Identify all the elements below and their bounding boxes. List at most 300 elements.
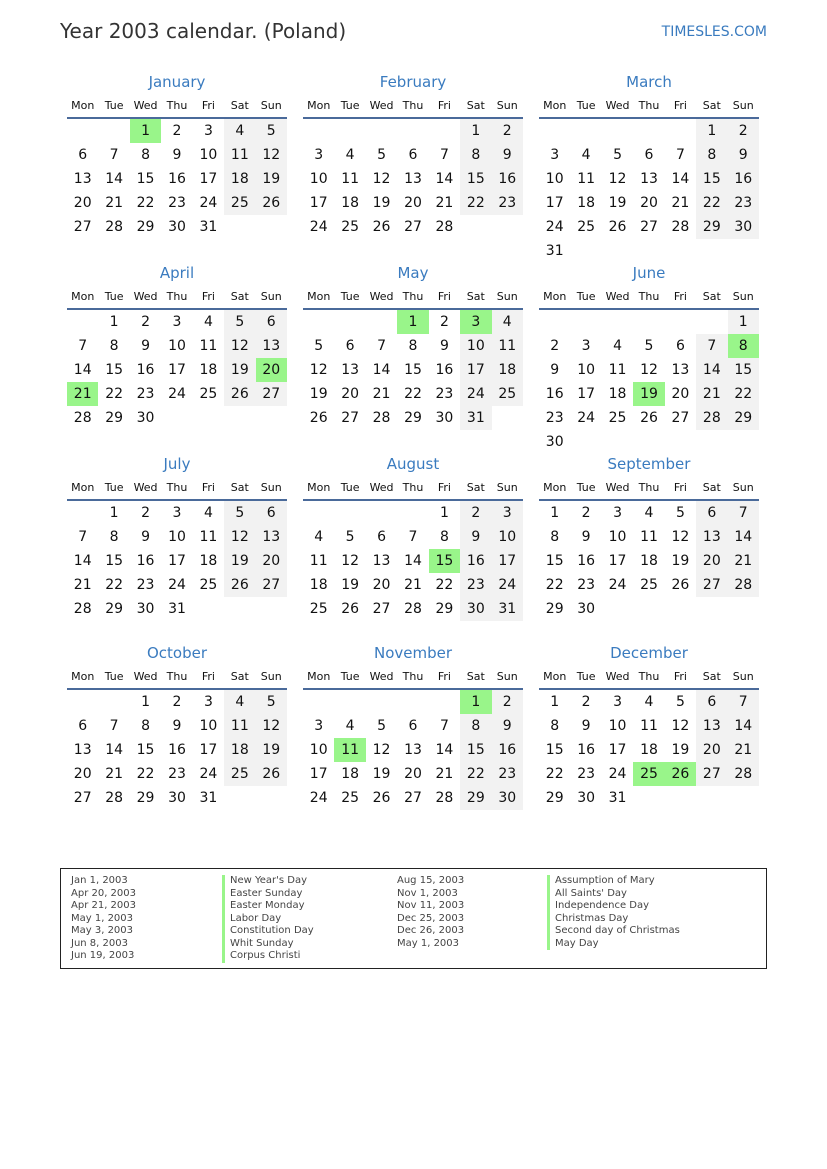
day-cell[interactable]: 11 [199, 338, 218, 354]
day-cell[interactable]: 31 [199, 790, 218, 806]
day-cell[interactable]: 27 [341, 410, 360, 426]
day-cell[interactable]: 15 [728, 358, 759, 382]
day-cell[interactable]: 18 [640, 553, 658, 569]
day-cell[interactable]: 9 [172, 718, 182, 734]
day-cell[interactable]: 1 [141, 694, 151, 710]
day-cell[interactable]: 27 [73, 219, 92, 235]
day-cell[interactable]: 24 [168, 577, 186, 593]
day-cell[interactable]: 21 [728, 549, 759, 573]
day-cell[interactable]: 13 [696, 525, 727, 549]
day-cell[interactable]: 21 [73, 577, 92, 593]
day-cell[interactable]: 29 [728, 406, 759, 430]
day-cell[interactable]: 24 [608, 766, 627, 782]
day-cell[interactable]: 10 [309, 171, 328, 187]
day-cell[interactable]: 18 [224, 167, 255, 191]
day-cell[interactable]: 19 [372, 195, 391, 211]
day-cell[interactable]: 5 [675, 694, 685, 710]
day-cell[interactable]: 21 [372, 386, 391, 402]
day-cell[interactable]: 7 [728, 690, 759, 714]
day-cell[interactable]: 12 [671, 529, 690, 545]
day-cell[interactable]: 28 [73, 601, 92, 617]
day-cell[interactable]: 19 [224, 549, 255, 573]
day-cell[interactable]: 26 [671, 577, 690, 593]
day-cell[interactable]: 17 [309, 195, 328, 211]
day-cell[interactable]: 16 [136, 362, 155, 378]
day-cell[interactable]: 4 [613, 338, 623, 354]
day-cell[interactable]: 17 [168, 553, 186, 569]
day-cell[interactable]: 8 [141, 147, 151, 163]
day-cell[interactable]: 22 [136, 766, 155, 782]
day-cell[interactable]: 16 [492, 167, 523, 191]
day-cell[interactable]: 9 [492, 143, 523, 167]
day-cell[interactable]: 11 [224, 143, 255, 167]
day-cell[interactable]: 15 [545, 553, 564, 569]
day-cell[interactable]: 17 [460, 358, 491, 382]
day-cell[interactable]: 24 [577, 410, 596, 426]
day-cell[interactable]: 17 [309, 766, 328, 782]
day-cell[interactable]: 16 [492, 738, 523, 762]
day-cell[interactable]: 20 [640, 195, 658, 211]
day-cell[interactable]: 9 [581, 529, 591, 545]
day-cell[interactable]: 22 [136, 195, 155, 211]
day-cell[interactable]: 2 [492, 119, 523, 143]
day-cell[interactable]: 3 [550, 147, 560, 163]
day-cell[interactable]: 27 [640, 219, 658, 235]
day-cell[interactable]: 11 [640, 718, 658, 734]
day-cell[interactable]: 1 [728, 310, 759, 334]
day-cell[interactable]: 25 [199, 386, 218, 402]
day-cell[interactable]: 28 [728, 573, 759, 597]
day-cell[interactable]: 22 [545, 766, 564, 782]
day-cell[interactable]: 30 [168, 790, 186, 806]
day-cell[interactable]: 6 [78, 147, 88, 163]
day-cell[interactable]: 4 [224, 119, 255, 143]
day-cell[interactable]: 8 [109, 338, 119, 354]
day-cell[interactable]: 6 [256, 501, 287, 525]
day-cell[interactable]: 29 [545, 601, 564, 617]
day-cell[interactable]: 12 [372, 171, 391, 187]
day-cell[interactable]: 9 [439, 338, 449, 354]
day-cell[interactable]: 28 [671, 219, 690, 235]
day-cell[interactable]: 6 [78, 718, 88, 734]
day-cell[interactable]: 5 [675, 505, 685, 521]
day-cell[interactable]: 16 [136, 553, 155, 569]
day-cell[interactable]: 22 [435, 577, 454, 593]
day-cell[interactable]: 4 [581, 147, 591, 163]
day-cell[interactable]: 7 [439, 147, 449, 163]
day-cell[interactable]: 18 [492, 358, 523, 382]
day-cell[interactable]: 9 [728, 143, 759, 167]
day-cell[interactable]: 24 [309, 790, 328, 806]
day-cell[interactable]: 23 [492, 762, 523, 786]
day-cell[interactable]: 5 [377, 718, 387, 734]
day-cell[interactable]: 8 [141, 718, 151, 734]
day-cell[interactable]: 30 [136, 601, 155, 617]
day-cell[interactable]: 19 [256, 167, 287, 191]
day-cell[interactable]: 14 [105, 171, 124, 187]
day-cell[interactable]: 14 [728, 714, 759, 738]
day-cell[interactable]: 3 [581, 338, 591, 354]
day-cell[interactable]: 23 [136, 386, 155, 402]
day-cell[interactable]: 23 [728, 191, 759, 215]
day-cell[interactable]: 2 [172, 123, 182, 139]
day-cell[interactable]: 28 [73, 410, 92, 426]
day-cell[interactable]: 18 [199, 362, 218, 378]
day-cell[interactable]: 17 [199, 171, 218, 187]
day-cell[interactable]: 6 [696, 501, 727, 525]
day-cell[interactable]: 23 [435, 386, 454, 402]
day-cell[interactable]: 3 [172, 505, 182, 521]
day-cell[interactable]: 24 [492, 573, 523, 597]
day-cell[interactable]: 27 [671, 410, 690, 426]
day-cell[interactable]: 26 [608, 219, 627, 235]
day-cell[interactable]: 2 [439, 314, 449, 330]
day-cell[interactable]: 31 [168, 601, 186, 617]
day-cell[interactable]: 6 [345, 338, 355, 354]
day-cell[interactable]: 30 [460, 597, 491, 621]
day-cell[interactable]: 17 [545, 195, 564, 211]
day-cell[interactable]: 29 [105, 601, 124, 617]
day-cell[interactable]: 3 [172, 314, 182, 330]
day-cell[interactable]: 1 [550, 505, 560, 521]
day-cell[interactable]: 15 [696, 167, 727, 191]
day-cell[interactable]: 17 [577, 386, 596, 402]
day-cell[interactable]: 21 [105, 766, 124, 782]
day-cell[interactable]: 23 [492, 191, 523, 215]
day-cell[interactable]: 20 [341, 386, 360, 402]
day-cell[interactable]: 31 [199, 219, 218, 235]
day-cell[interactable]: 9 [492, 714, 523, 738]
day-cell[interactable]: 8 [696, 143, 727, 167]
day-cell[interactable]: 1 [439, 505, 449, 521]
day-cell[interactable]: 4 [203, 505, 213, 521]
day-cell[interactable]: 15 [460, 738, 491, 762]
day-cell[interactable]: 5 [613, 147, 623, 163]
day-cell[interactable]: 28 [696, 406, 727, 430]
day-cell[interactable]: 28 [105, 790, 124, 806]
day-cell[interactable]: 24 [309, 219, 328, 235]
day-cell[interactable]: 3 [203, 123, 213, 139]
day-cell[interactable]: 25 [224, 191, 255, 215]
day-cell[interactable]: 26 [224, 382, 255, 406]
day-cell[interactable]: 14 [73, 553, 92, 569]
day-cell[interactable]: 22 [460, 191, 491, 215]
day-cell[interactable]: 12 [256, 714, 287, 738]
day-cell[interactable]: 4 [314, 529, 324, 545]
day-cell[interactable]: 11 [640, 529, 658, 545]
day-cell[interactable]: 2 [492, 690, 523, 714]
day-cell[interactable]: 24 [199, 195, 218, 211]
day-cell[interactable]: 18 [608, 386, 627, 402]
day-cell[interactable]: 22 [105, 577, 124, 593]
day-cell[interactable]: 29 [105, 410, 124, 426]
day-cell[interactable]: 3 [203, 694, 213, 710]
day-cell[interactable]: 26 [640, 410, 658, 426]
day-cell[interactable]: 11 [492, 334, 523, 358]
day-cell[interactable]: 1 [550, 694, 560, 710]
day-cell[interactable]: 16 [168, 171, 186, 187]
day-cell[interactable]: 16 [577, 742, 596, 758]
day-cell[interactable]: 3 [314, 147, 324, 163]
day-cell[interactable]: 20 [73, 195, 92, 211]
day-cell[interactable]: 8 [550, 718, 560, 734]
day-cell[interactable]: 5 [314, 338, 324, 354]
day-cell[interactable]: 7 [408, 529, 418, 545]
day-cell[interactable]: 2 [172, 694, 182, 710]
day-cell[interactable]: 11 [224, 714, 255, 738]
day-cell[interactable]: 30 [728, 215, 759, 239]
day-cell[interactable]: 12 [608, 171, 627, 187]
day-cell[interactable]: 23 [168, 195, 186, 211]
holiday-day-cell[interactable]: 1 [460, 690, 491, 714]
day-cell[interactable]: 25 [492, 382, 523, 406]
day-cell[interactable]: 29 [545, 790, 564, 806]
day-cell[interactable]: 12 [309, 362, 328, 378]
day-cell[interactable]: 29 [136, 219, 155, 235]
day-cell[interactable]: 17 [608, 553, 627, 569]
day-cell[interactable]: 11 [309, 553, 328, 569]
day-cell[interactable]: 7 [675, 147, 685, 163]
day-cell[interactable]: 4 [644, 694, 654, 710]
day-cell[interactable]: 30 [136, 410, 155, 426]
day-cell[interactable]: 27 [696, 762, 727, 786]
day-cell[interactable]: 16 [545, 386, 564, 402]
day-cell[interactable]: 21 [728, 738, 759, 762]
day-cell[interactable]: 16 [460, 549, 491, 573]
day-cell[interactable]: 7 [109, 147, 119, 163]
day-cell[interactable]: 24 [460, 382, 491, 406]
day-cell[interactable]: 14 [73, 362, 92, 378]
day-cell[interactable]: 13 [73, 742, 92, 758]
day-cell[interactable]: 10 [492, 525, 523, 549]
day-cell[interactable]: 19 [341, 577, 360, 593]
day-cell[interactable]: 18 [577, 195, 596, 211]
day-cell[interactable]: 3 [314, 718, 324, 734]
day-cell[interactable]: 2 [550, 338, 560, 354]
day-cell[interactable]: 12 [224, 525, 255, 549]
day-cell[interactable]: 14 [105, 742, 124, 758]
day-cell[interactable]: 7 [439, 718, 449, 734]
day-cell[interactable]: 17 [199, 742, 218, 758]
day-cell[interactable]: 18 [199, 553, 218, 569]
day-cell[interactable]: 23 [460, 573, 491, 597]
day-cell[interactable]: 26 [341, 601, 360, 617]
day-cell[interactable]: 28 [105, 219, 124, 235]
day-cell[interactable]: 8 [439, 529, 449, 545]
day-cell[interactable]: 13 [341, 362, 360, 378]
day-cell[interactable]: 15 [545, 742, 564, 758]
day-cell[interactable]: 27 [256, 382, 287, 406]
day-cell[interactable]: 20 [696, 549, 727, 573]
day-cell[interactable]: 9 [172, 147, 182, 163]
day-cell[interactable]: 27 [696, 573, 727, 597]
day-cell[interactable]: 18 [224, 738, 255, 762]
day-cell[interactable]: 12 [640, 362, 658, 378]
day-cell[interactable]: 4 [644, 505, 654, 521]
day-cell[interactable]: 26 [309, 410, 328, 426]
day-cell[interactable]: 2 [581, 505, 591, 521]
day-cell[interactable]: 2 [581, 694, 591, 710]
day-cell[interactable]: 6 [675, 338, 685, 354]
day-cell[interactable]: 10 [199, 147, 218, 163]
day-cell[interactable]: 24 [199, 766, 218, 782]
day-cell[interactable]: 13 [404, 171, 422, 187]
day-cell[interactable]: 5 [256, 119, 287, 143]
day-cell[interactable]: 10 [309, 742, 328, 758]
day-cell[interactable]: 25 [309, 601, 328, 617]
day-cell[interactable]: 26 [256, 762, 287, 786]
day-cell[interactable]: 14 [696, 358, 727, 382]
day-cell[interactable]: 13 [696, 714, 727, 738]
day-cell[interactable]: 17 [608, 742, 627, 758]
day-cell[interactable]: 21 [671, 195, 690, 211]
day-cell[interactable]: 25 [577, 219, 596, 235]
day-cell[interactable]: 9 [460, 525, 491, 549]
day-cell[interactable]: 13 [73, 171, 92, 187]
day-cell[interactable]: 17 [168, 362, 186, 378]
day-cell[interactable]: 20 [404, 195, 422, 211]
day-cell[interactable]: 31 [460, 406, 491, 430]
day-cell[interactable]: 26 [224, 573, 255, 597]
day-cell[interactable]: 22 [545, 577, 564, 593]
day-cell[interactable]: 12 [341, 553, 360, 569]
day-cell[interactable]: 21 [105, 195, 124, 211]
day-cell[interactable]: 13 [671, 362, 690, 378]
day-cell[interactable]: 3 [492, 501, 523, 525]
day-cell[interactable]: 10 [168, 338, 186, 354]
holiday-day-cell[interactable]: 19 [633, 382, 664, 406]
day-cell[interactable]: 24 [168, 386, 186, 402]
day-cell[interactable]: 4 [224, 690, 255, 714]
holiday-day-cell[interactable]: 26 [665, 762, 696, 786]
day-cell[interactable]: 8 [408, 338, 418, 354]
day-cell[interactable]: 10 [199, 718, 218, 734]
day-cell[interactable]: 6 [696, 690, 727, 714]
day-cell[interactable]: 24 [545, 219, 564, 235]
day-cell[interactable]: 29 [460, 786, 491, 810]
day-cell[interactable]: 13 [256, 334, 287, 358]
day-cell[interactable]: 18 [341, 766, 360, 782]
day-cell[interactable]: 18 [640, 742, 658, 758]
day-cell[interactable]: 29 [404, 410, 422, 426]
day-cell[interactable]: 27 [404, 790, 422, 806]
day-cell[interactable]: 15 [460, 167, 491, 191]
day-cell[interactable]: 30 [492, 786, 523, 810]
day-cell[interactable]: 5 [224, 501, 255, 525]
day-cell[interactable]: 25 [341, 219, 360, 235]
day-cell[interactable]: 21 [435, 195, 454, 211]
day-cell[interactable]: 26 [372, 790, 391, 806]
day-cell[interactable]: 20 [256, 549, 287, 573]
day-cell[interactable]: 17 [492, 549, 523, 573]
day-cell[interactable]: 5 [345, 529, 355, 545]
day-cell[interactable]: 25 [341, 790, 360, 806]
day-cell[interactable]: 13 [404, 742, 422, 758]
day-cell[interactable]: 23 [136, 577, 155, 593]
day-cell[interactable]: 2 [141, 505, 151, 521]
day-cell[interactable]: 28 [404, 601, 422, 617]
day-cell[interactable]: 20 [671, 386, 690, 402]
day-cell[interactable]: 2 [460, 501, 491, 525]
day-cell[interactable]: 16 [577, 553, 596, 569]
day-cell[interactable]: 7 [377, 338, 387, 354]
day-cell[interactable]: 18 [309, 577, 328, 593]
day-cell[interactable]: 13 [256, 525, 287, 549]
day-cell[interactable]: 4 [345, 718, 355, 734]
day-cell[interactable]: 1 [696, 119, 727, 143]
day-cell[interactable]: 23 [577, 766, 596, 782]
holiday-day-cell[interactable]: 1 [397, 310, 428, 334]
day-cell[interactable]: 30 [545, 434, 564, 450]
day-cell[interactable]: 31 [545, 243, 564, 259]
day-cell[interactable]: 16 [728, 167, 759, 191]
day-cell[interactable]: 22 [105, 386, 124, 402]
day-cell[interactable]: 15 [404, 362, 422, 378]
day-cell[interactable]: 30 [577, 601, 596, 617]
day-cell[interactable]: 4 [345, 147, 355, 163]
day-cell[interactable]: 21 [435, 766, 454, 782]
day-cell[interactable]: 10 [460, 334, 491, 358]
day-cell[interactable]: 6 [408, 718, 418, 734]
day-cell[interactable]: 15 [105, 362, 124, 378]
day-cell[interactable]: 30 [168, 219, 186, 235]
holiday-day-cell[interactable]: 11 [334, 738, 365, 762]
day-cell[interactable]: 11 [577, 171, 596, 187]
day-cell[interactable]: 28 [435, 219, 454, 235]
day-cell[interactable]: 10 [168, 529, 186, 545]
day-cell[interactable]: 30 [435, 410, 454, 426]
day-cell[interactable]: 7 [78, 529, 88, 545]
day-cell[interactable]: 27 [404, 219, 422, 235]
day-cell[interactable]: 14 [404, 553, 422, 569]
holiday-day-cell[interactable]: 20 [256, 358, 287, 382]
day-cell[interactable]: 14 [435, 742, 454, 758]
day-cell[interactable]: 1 [109, 505, 119, 521]
day-cell[interactable]: 8 [550, 529, 560, 545]
day-cell[interactable]: 8 [109, 529, 119, 545]
day-cell[interactable]: 20 [696, 738, 727, 762]
day-cell[interactable]: 3 [613, 505, 623, 521]
day-cell[interactable]: 12 [256, 143, 287, 167]
day-cell[interactable]: 1 [460, 119, 491, 143]
day-cell[interactable]: 2 [728, 119, 759, 143]
day-cell[interactable]: 29 [696, 215, 727, 239]
day-cell[interactable]: 13 [640, 171, 658, 187]
day-cell[interactable]: 22 [404, 386, 422, 402]
day-cell[interactable]: 30 [577, 790, 596, 806]
day-cell[interactable]: 21 [696, 382, 727, 406]
day-cell[interactable]: 29 [136, 790, 155, 806]
day-cell[interactable]: 11 [341, 171, 360, 187]
day-cell[interactable]: 27 [372, 601, 391, 617]
day-cell[interactable]: 7 [728, 501, 759, 525]
day-cell[interactable]: 14 [671, 171, 690, 187]
day-cell[interactable]: 27 [256, 573, 287, 597]
day-cell[interactable]: 28 [728, 762, 759, 786]
day-cell[interactable]: 24 [608, 577, 627, 593]
holiday-day-cell[interactable]: 8 [728, 334, 759, 358]
day-cell[interactable]: 28 [435, 790, 454, 806]
day-cell[interactable]: 5 [377, 147, 387, 163]
day-cell[interactable]: 10 [577, 362, 596, 378]
holiday-day-cell[interactable]: 21 [67, 382, 98, 406]
day-cell[interactable]: 22 [460, 762, 491, 786]
day-cell[interactable]: 25 [199, 577, 218, 593]
day-cell[interactable]: 29 [435, 601, 454, 617]
day-cell[interactable]: 5 [224, 310, 255, 334]
day-cell[interactable]: 13 [372, 553, 391, 569]
day-cell[interactable]: 19 [372, 766, 391, 782]
